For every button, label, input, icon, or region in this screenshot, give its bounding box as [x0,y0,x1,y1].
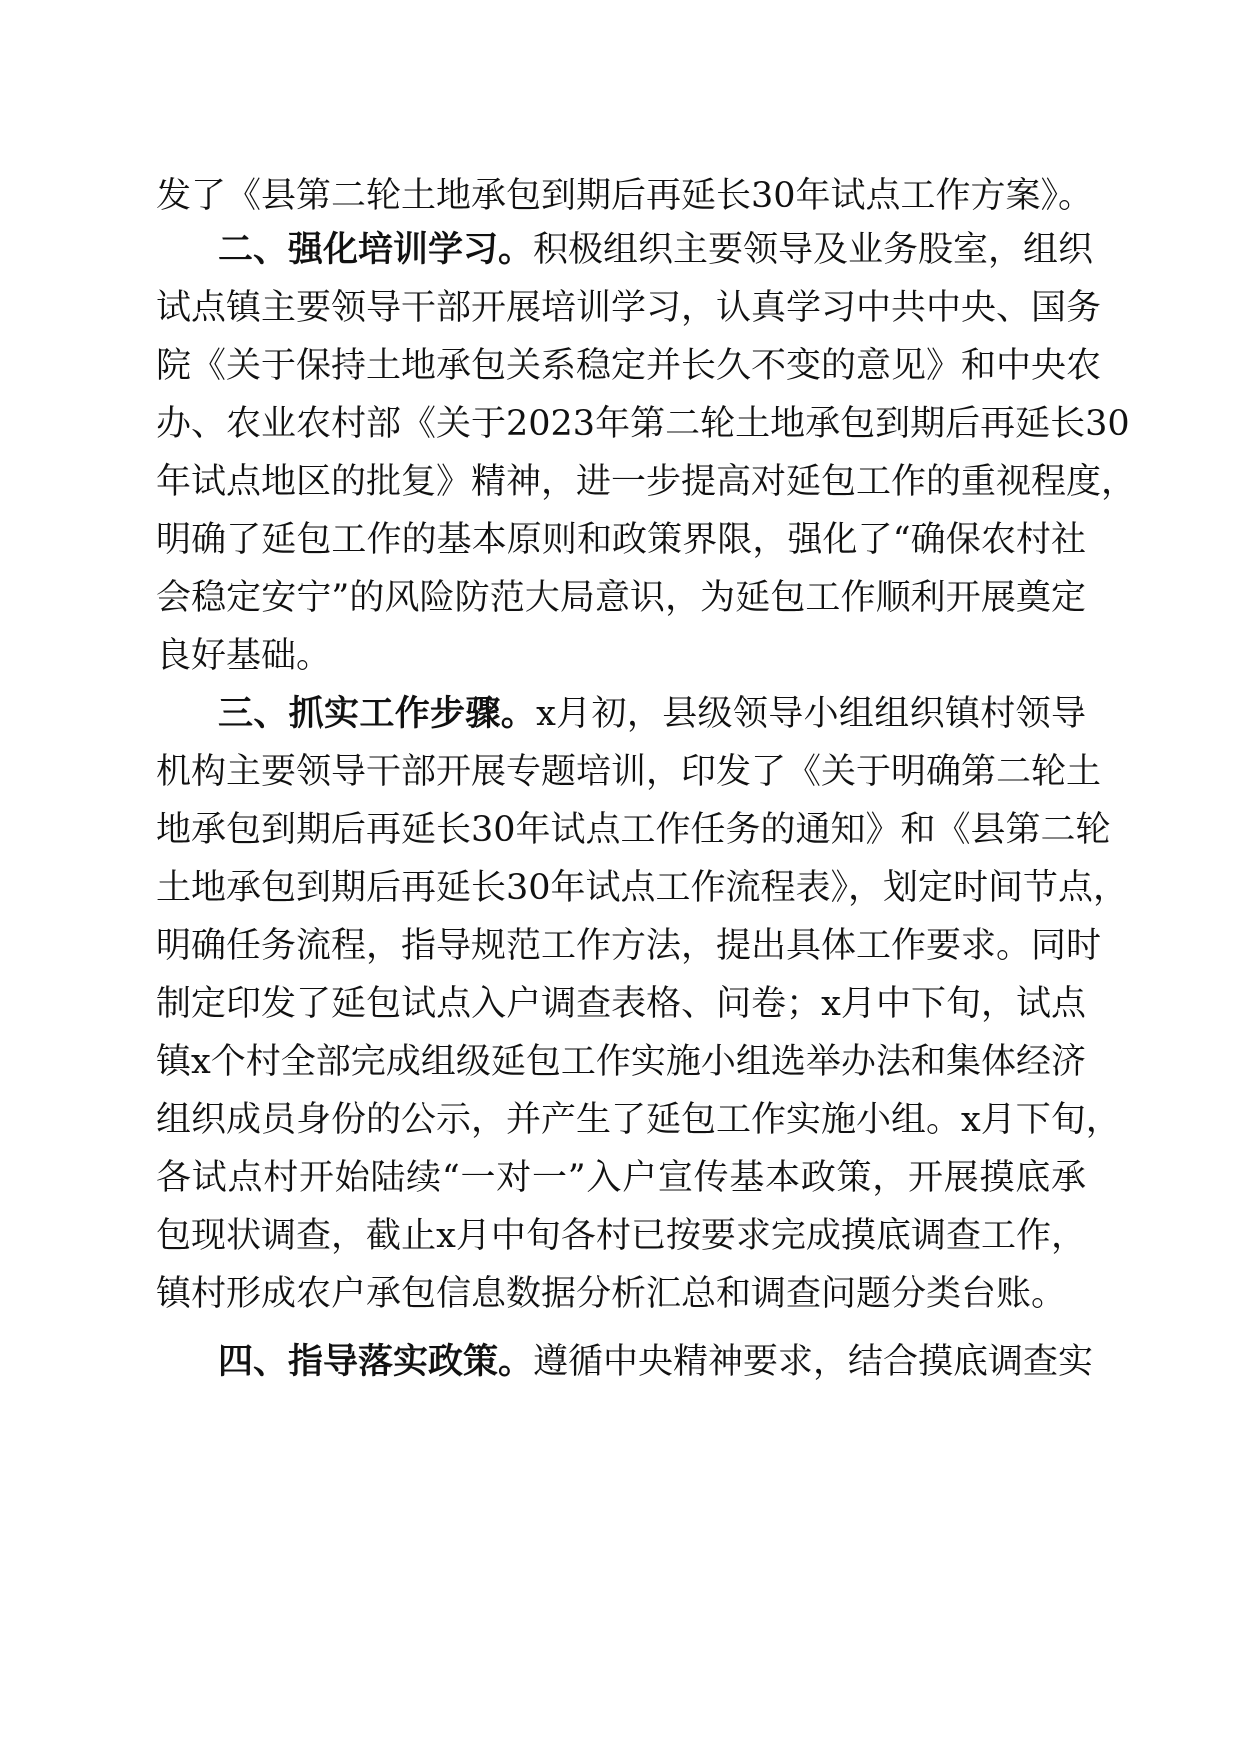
paragraph-line: 地承包到期后再延长30年试点工作任务的通知》和《县第二轮 [156,810,1111,850]
section-four-heading: 四、指导落实政策。 [218,1341,534,1382]
section-three-heading-line [218,682,1086,746]
paragraph-line: 明确任务流程，指导规范工作方法，提出具体工作要求。同时 [156,926,1102,966]
section-two-heading-line [218,218,1094,282]
paragraph-line: 良好基础。 [156,636,332,676]
section-three-text: x月初，县级领导小组组织镇村领导 [536,694,1086,734]
section-four-heading-line [218,1330,1094,1394]
paragraph-line: 组织成员身份的公示，并产生了延包工作实施小组。x月下旬， [156,1100,1121,1140]
paragraph-line: 办、农业农村部《关于2023年第二轮土地承包到期后再延长30 [156,404,1130,444]
paragraph-line: 明确了延包工作的基本原则和政策界限，强化了“确保农村社 [156,520,1086,560]
paragraph-line: 院《关于保持土地承包关系稳定并长久不变的意见》和中央农 [156,346,1102,386]
paragraph-line: 机构主要领导干部开展专题培训，印发了《关于明确第二轮土 [156,752,1102,792]
paragraph-line: 镇村形成农户承包信息数据分析汇总和调查问题分类台账。 [156,1274,1067,1314]
paragraph-line: 会稳定安宁”的风险防范大局意识，为延包工作顺利开展奠定 [156,578,1086,618]
section-four-text: 遵循中央精神要求，结合摸底调查实 [533,1342,1094,1382]
paragraph-line: 各试点村开始陆续“一对一”入户宣传基本政策，开展摸底承 [156,1158,1086,1198]
paragraph-line: 发了《县第二轮土地承包到期后再延长30年试点工作方案》。 [156,176,1094,216]
paragraph-line: 土地承包到期后再延长30年试点工作流程表》，划定时间节点， [156,868,1129,908]
paragraph-line: 年试点地区的批复》精神，进一步提高对延包工作的重视程度， [156,462,1137,502]
section-two-text: 积极组织主要领导及业务股室，组织 [533,230,1094,270]
paragraph-line: 试点镇主要领导干部开展培训学习，认真学习中共中央、国务 [156,288,1102,328]
paragraph-line: 包现状调查，截止x月中旬各村已按要求完成摸底调查工作， [156,1216,1086,1256]
paragraph-line: 制定印发了延包试点入户调查表格、问卷；x月中下旬，试点 [156,984,1086,1024]
paragraph-line: 镇x个村全部完成组级延包工作实施小组选举办法和集体经济 [156,1042,1086,1082]
section-two-heading: 二、强化培训学习。 [218,229,534,270]
section-three-heading: 三、抓实工作步骤。 [218,693,537,734]
